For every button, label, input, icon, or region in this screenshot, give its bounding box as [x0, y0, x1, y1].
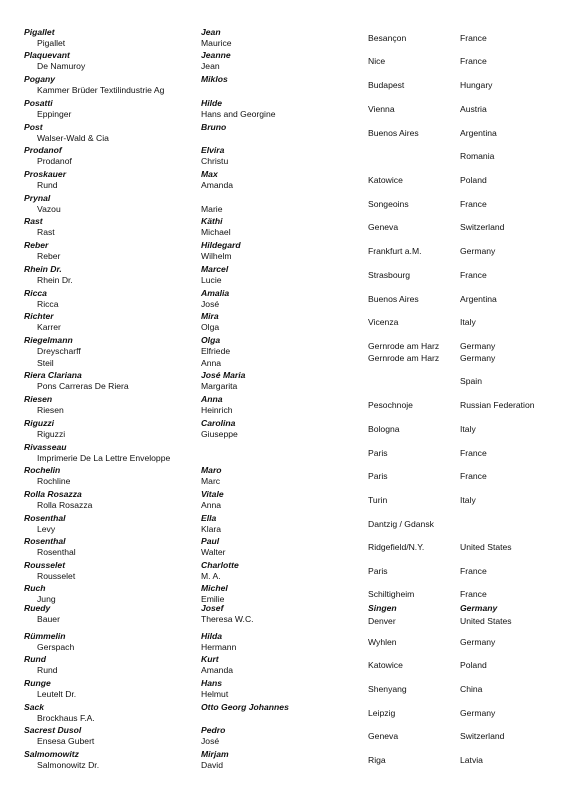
- country: Russian Federation: [460, 400, 535, 410]
- firm-contact: Eppinger: [37, 109, 72, 119]
- first-name: Käthi: [201, 216, 223, 226]
- first-name: Paul: [201, 536, 220, 546]
- first-name: Olga: [201, 335, 221, 345]
- city: Strasbourg: [368, 270, 411, 280]
- country: Germany: [460, 637, 496, 647]
- city: Ridgefield/N.Y.: [368, 542, 425, 552]
- firm-contact: De Namuroy: [37, 61, 86, 71]
- first-name: Max: [201, 169, 218, 179]
- city: Paris: [368, 566, 388, 576]
- firm-name: Sacrest Dusol: [24, 725, 82, 735]
- first-name-contact: Anna: [201, 358, 222, 368]
- firm-contact: Rhein Dr.: [37, 275, 73, 285]
- country: France: [460, 589, 487, 599]
- first-name-contact: David: [201, 760, 223, 770]
- first-name: Hildegard: [201, 240, 241, 250]
- first-name-contact: Anna: [201, 500, 222, 510]
- firm-contact: Jung: [37, 594, 56, 604]
- city: Geneva: [368, 222, 399, 232]
- firm-name: Riguzzi: [24, 418, 55, 428]
- firm-name: Rolla Rosazza: [24, 489, 82, 499]
- city: Pesochnoje: [368, 400, 413, 410]
- firm-name: Prynal: [24, 193, 51, 203]
- firm-contact: Gerspach: [37, 642, 75, 652]
- firm-name: Salmomowitz: [24, 749, 79, 759]
- first-name-contact: Amanda: [201, 665, 234, 675]
- firm-name: Ricca: [24, 288, 47, 298]
- firm-contact: Riesen: [37, 405, 64, 415]
- first-name: Josef: [201, 603, 224, 613]
- firm-contact: Brockhaus F.A.: [37, 713, 95, 723]
- first-name-contact: Klara: [201, 524, 222, 534]
- firm-name: Riera Clariana: [24, 370, 82, 380]
- country: France: [460, 448, 487, 458]
- country: Germany: [460, 603, 498, 613]
- firm-contact: Bauer: [37, 614, 60, 624]
- country: China: [460, 684, 483, 694]
- first-name-contact: Marc: [201, 476, 221, 486]
- country: Austria: [460, 104, 487, 114]
- city: Songeoins: [368, 199, 409, 209]
- country: Italy: [460, 317, 476, 327]
- first-name: Mirjam: [201, 749, 229, 759]
- firm-contact: Rochline: [37, 476, 71, 486]
- country: Italy: [460, 424, 476, 434]
- first-name-contact: Emilie: [201, 594, 225, 604]
- first-name-contact: Theresa W.C.: [201, 614, 254, 624]
- firm-name: Rund: [24, 654, 46, 664]
- city: Bologna: [368, 424, 400, 434]
- firm-contact: Rousselet: [37, 571, 76, 581]
- firm-contact: Ricca: [37, 299, 59, 309]
- firm-name: Pigallet: [24, 27, 55, 37]
- first-name-contact: Lucie: [201, 275, 222, 285]
- first-name-contact: Michael: [201, 227, 231, 237]
- country: Spain: [460, 376, 482, 386]
- city: Schiltigheim: [368, 589, 415, 599]
- firm-contact: Rolla Rosazza: [37, 500, 93, 510]
- firm-name: Posatti: [24, 98, 53, 108]
- firm-contact: Rund: [37, 665, 58, 675]
- first-name: Charlotte: [201, 560, 239, 570]
- firm-name: Post: [24, 122, 43, 132]
- firm-name: Reber: [24, 240, 49, 250]
- firm-name: Rhein Dr.: [24, 264, 62, 274]
- city: Nice: [368, 56, 386, 66]
- first-name: Amalia: [201, 288, 230, 298]
- firm-name: Rast: [24, 216, 43, 226]
- city: Paris: [368, 448, 388, 458]
- first-name-contact: M. A.: [201, 571, 221, 581]
- first-name: Maro: [201, 465, 222, 475]
- city: Katowice: [368, 660, 403, 670]
- country: Hungary: [460, 80, 493, 90]
- firm-contact: Karrer: [37, 322, 61, 332]
- first-name-contact: Heinrich: [201, 405, 233, 415]
- firm-name: Rochelin: [24, 465, 61, 475]
- first-name-contact: Walter: [201, 547, 226, 557]
- country: Argentina: [460, 294, 497, 304]
- firm-contact: Steil: [37, 358, 54, 368]
- city: Vicenza: [368, 317, 399, 327]
- firm-name: Rosenthal: [24, 536, 66, 546]
- first-name-contact: Jean: [201, 61, 220, 71]
- city: Geneva: [368, 731, 399, 741]
- city: Budapest: [368, 80, 405, 90]
- first-name: José Maria: [201, 370, 246, 380]
- firm-contact: Levy: [37, 524, 56, 534]
- first-name: Otto Georg Johannes: [201, 702, 289, 712]
- country: France: [460, 471, 487, 481]
- firm-contact: Pigallet: [37, 38, 66, 48]
- first-name: Miklos: [201, 74, 228, 84]
- country: Argentina: [460, 128, 497, 138]
- firm-name: Rousselet: [24, 560, 66, 570]
- city: Frankfurt a.M.: [368, 246, 422, 256]
- country: France: [460, 566, 487, 576]
- first-name: Marcel: [201, 264, 229, 274]
- country: Poland: [460, 175, 487, 185]
- firm-name: Rivasseau: [24, 442, 67, 452]
- firm-name: Riegelmann: [24, 335, 73, 345]
- first-name: Hilde: [201, 98, 223, 108]
- firm-contact: Reber: [37, 251, 61, 261]
- first-name-contact: Marie: [201, 204, 223, 214]
- city: Gernrode am Harz: [368, 353, 440, 363]
- country: Germany: [460, 353, 496, 363]
- country: Germany: [460, 341, 496, 351]
- firm-contact: Ensesa Gubert: [37, 736, 95, 746]
- city: Singen: [368, 603, 397, 613]
- country: France: [460, 199, 487, 209]
- first-name: Jean: [201, 27, 221, 37]
- firm-contact: Dreyscharff: [37, 346, 81, 356]
- firm-name: Riesen: [24, 394, 53, 404]
- first-name-contact: Helmut: [201, 689, 229, 699]
- firm-name: Prodanof: [24, 145, 62, 155]
- first-name-contact: Maurice: [201, 38, 232, 48]
- first-name: Kurt: [201, 654, 219, 664]
- firm-contact: Vazou: [37, 204, 61, 214]
- first-name: Ella: [201, 513, 217, 523]
- country: Germany: [460, 708, 496, 718]
- country: Italy: [460, 495, 476, 505]
- first-name-contact: Hans and Georgine: [201, 109, 276, 119]
- firm-name: Runge: [24, 678, 51, 688]
- firm-name: Ruedy: [24, 603, 51, 613]
- country: Switzerland: [460, 731, 505, 741]
- country: France: [460, 56, 487, 66]
- firm-name: Sack: [24, 702, 45, 712]
- firm-contact: Pons Carreras De Riera: [37, 381, 129, 391]
- country: United States: [460, 616, 512, 626]
- city: Buenos Aires: [368, 128, 419, 138]
- first-name: Carolina: [201, 418, 236, 428]
- city: Shenyang: [368, 684, 407, 694]
- firm-contact: Salmonowitz Dr.: [37, 760, 100, 770]
- firm-contact: Riguzzi: [37, 429, 66, 439]
- firm-contact: Rast: [37, 227, 55, 237]
- country: France: [460, 270, 487, 280]
- city: Denver: [368, 616, 396, 626]
- country: Poland: [460, 660, 487, 670]
- first-name: Hans: [201, 678, 223, 688]
- first-name-contact: Amanda: [201, 180, 234, 190]
- firm-contact: Rund: [37, 180, 58, 190]
- firm-contact: Walser-Wald & Cia: [37, 133, 109, 143]
- firm-name: Rümmelin: [24, 631, 66, 641]
- first-name: Anna: [201, 394, 223, 404]
- first-name-contact: Christu: [201, 156, 229, 166]
- city: Buenos Aires: [368, 294, 419, 304]
- first-name-contact: Wilhelm: [201, 251, 232, 261]
- first-name-contact: Elfriede: [201, 346, 231, 356]
- firm-contact: Prodanof: [37, 156, 72, 166]
- firm-contact: Rosenthal: [37, 547, 76, 557]
- city: Paris: [368, 471, 388, 481]
- firm-name: Ruch: [24, 583, 46, 593]
- city: Wyhlen: [368, 637, 397, 647]
- firm-contact: Leutelt Dr.: [37, 689, 77, 699]
- first-name: Michel: [201, 583, 228, 593]
- first-name-contact: Giuseppe: [201, 429, 238, 439]
- first-name-contact: Olga: [201, 322, 220, 332]
- first-name: Hilda: [201, 631, 223, 641]
- country: France: [460, 33, 487, 43]
- first-name-contact: José: [201, 736, 220, 746]
- firm-contact: Kammer Brüder Textilindustrie Ag: [37, 85, 165, 95]
- city: Katowice: [368, 175, 403, 185]
- firm-name: Rosenthal: [24, 513, 66, 523]
- city: Turin: [368, 495, 388, 505]
- first-name: Jeanne: [201, 50, 231, 60]
- country: Germany: [460, 246, 496, 256]
- city: Vienna: [368, 104, 395, 114]
- country: Switzerland: [460, 222, 505, 232]
- first-name: Pedro: [201, 725, 226, 735]
- firm-name: Richter: [24, 311, 54, 321]
- first-name: Bruno: [201, 122, 227, 132]
- city: Leipzig: [368, 708, 396, 718]
- first-name-contact: Hermann: [201, 642, 237, 652]
- city: Besançon: [368, 33, 407, 43]
- city: Riga: [368, 755, 386, 765]
- first-name: Vitale: [201, 489, 224, 499]
- country: United States: [460, 542, 512, 552]
- first-name-contact: José: [201, 299, 220, 309]
- city: Gernrode am Harz: [368, 341, 440, 351]
- first-name: Mira: [201, 311, 219, 321]
- first-name-contact: Margarita: [201, 381, 238, 391]
- firm-name: Proskauer: [24, 169, 67, 179]
- firm-name: Pogany: [24, 74, 56, 84]
- firm-contact: Imprimerie De La Lettre Enveloppe: [37, 453, 171, 463]
- first-name: Elvira: [201, 145, 225, 155]
- country: Latvia: [460, 755, 483, 765]
- country: Romania: [460, 151, 495, 161]
- city: Dantzig / Gdansk: [368, 519, 434, 529]
- firm-name: Plaquevant: [24, 50, 70, 60]
